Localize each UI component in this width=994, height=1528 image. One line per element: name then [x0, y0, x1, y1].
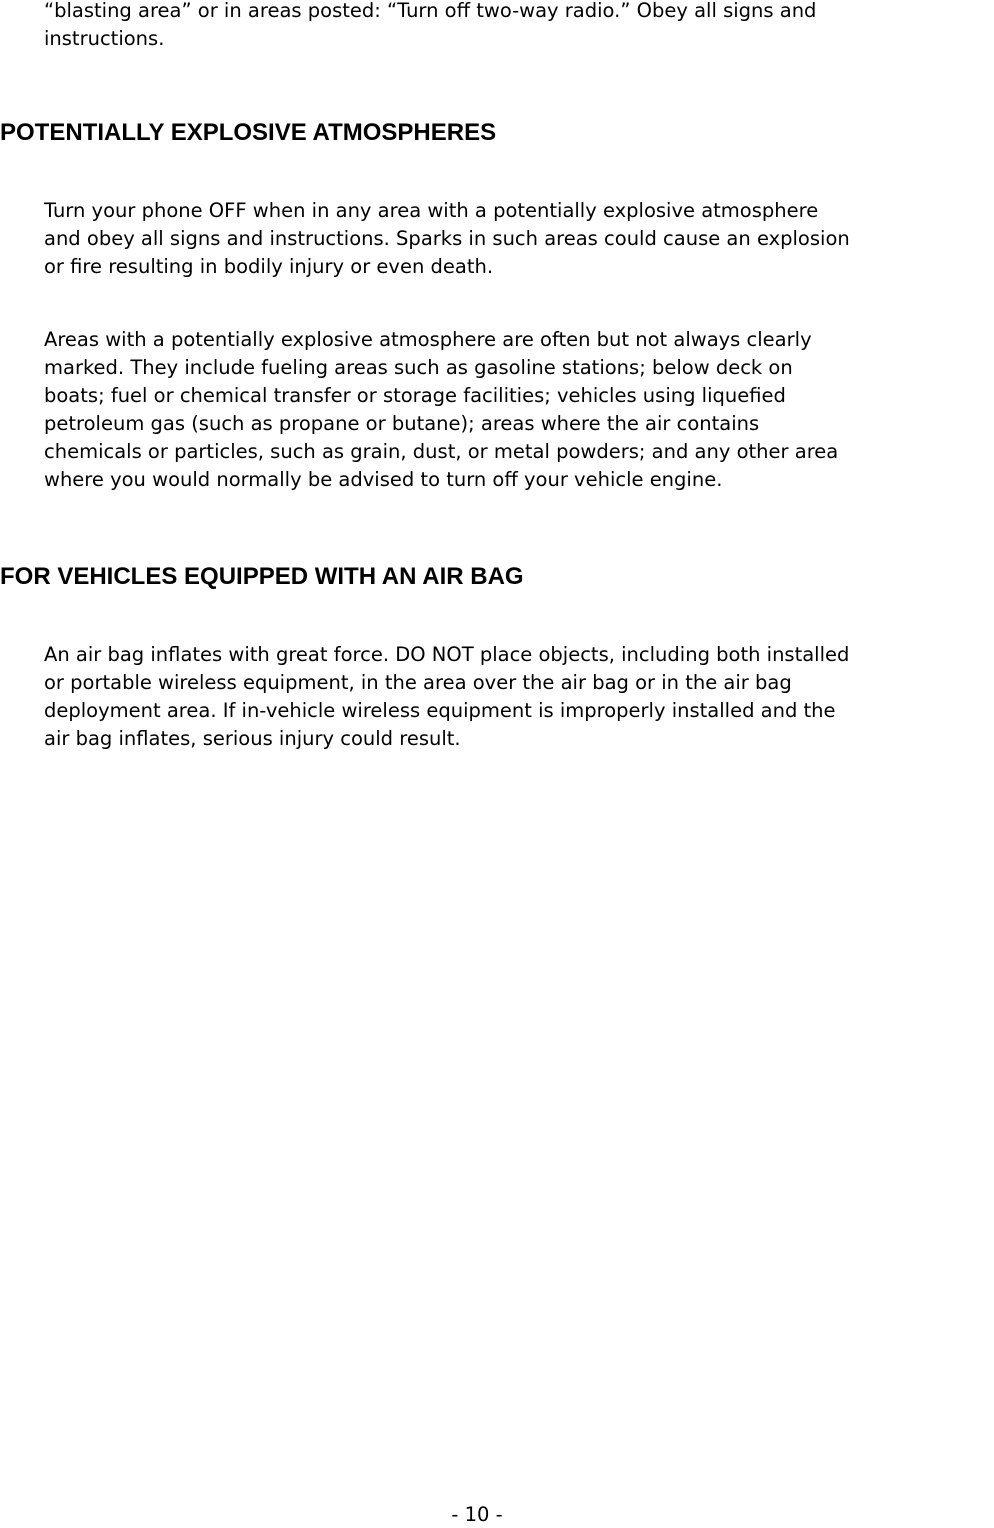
text-line: petroleum gas (such as propane or butane); areas where the air contains	[44, 412, 760, 435]
text-line: “blasting area” or in areas posted: “Turn off two-way radio.” Obey all signs and	[44, 0, 817, 22]
text-line: and obey all signs and instructions. Sparks in such areas could cause an explosion	[44, 227, 850, 250]
explosive-paragraph-1	[44, 197, 994, 281]
text-line: air bag inflates, serious injury could result.	[44, 727, 461, 750]
section-heading-explosive-atmospheres: POTENTIALLY EXPLOSIVE ATMOSPHERES	[0, 119, 497, 146]
text-line: An air bag inflates with great force. DO NOT place objects, including both installed	[44, 643, 850, 666]
text-line: where you would normally be advised to turn off your vehicle engine.	[44, 468, 723, 491]
intro-paragraph	[44, 0, 994, 53]
text-line: deployment area. If in-vehicle wireless equipment is improperly installed and the	[44, 699, 836, 722]
airbag-paragraph	[44, 641, 994, 753]
text-line: marked. They include fueling areas such as gasoline stations; below deck on	[44, 356, 793, 379]
text-line: or fire resulting in bodily injury or even death.	[44, 255, 494, 278]
text-line: Turn your phone OFF when in any area with a potentially explosive atmosphere	[44, 199, 819, 222]
section-heading-air-bag: FOR VEHICLES EQUIPPED WITH AN AIR BAG	[0, 563, 524, 590]
text-line: Areas with a potentially explosive atmosphere are often but not always clearly	[44, 328, 812, 351]
page-number: - 10 -	[451, 1503, 503, 1526]
text-line: boats; fuel or chemical transfer or storage facilities; vehicles using liquefied	[44, 384, 786, 407]
explosive-paragraph-2	[44, 326, 994, 494]
text-line: or portable wireless equipment, in the area over the air bag or in the air bag	[44, 671, 792, 694]
text-line: chemicals or particles, such as grain, dust, or metal powders; and any other area	[44, 440, 839, 463]
text-line: instructions.	[44, 27, 165, 50]
